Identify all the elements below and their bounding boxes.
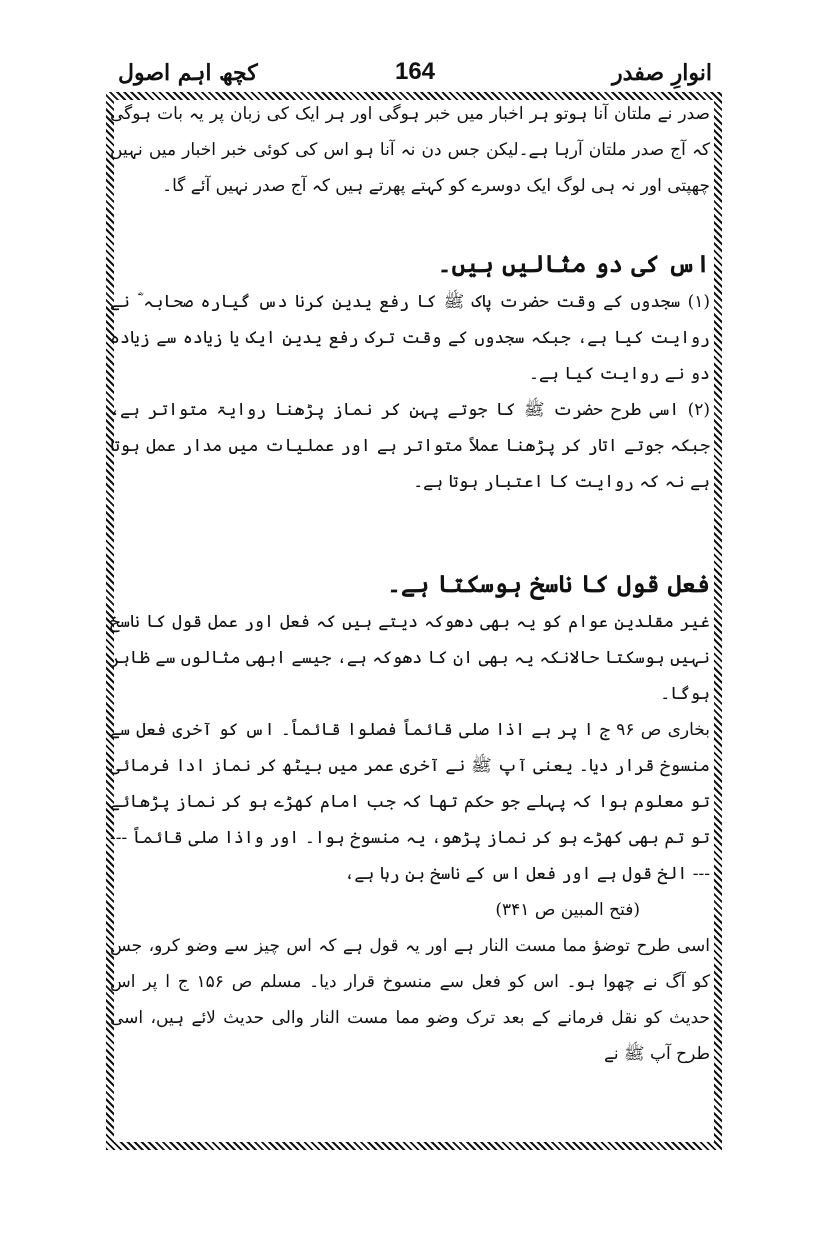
page-header	[112, 58, 718, 90]
page-number: 164	[394, 58, 436, 85]
paragraph-wudu: اسی طرح توضؤ مما مست النار ہے اور یہ قول ہے کہ اس چیز سے وضو کرو، جس کو آگ نے چھوا ہو۔ اس کو فعل سے منسوخ قرار دیا۔ مسلم ص ۱۵۶ ج ا پر اس حدیث کو نقل فرمانے کے بعد ترک وضو مما مست النار والی حدیث لائے ہیں، اسی طرح آپ ﷺ نے	[110, 936, 710, 1064]
paragraph-intro: صدر نے ملتان آنا ہوتو ہر اخبار میں خبر ہوگی اور ہر ایک کی زبان پر یہ بات ہوگی کہ آج صدر ملتان آرہا ہے۔لیکن جس دن نہ آنا ہو اس کی کوئی خبر اخبار میں نہیں چھپتی اور نہ ہی لوگ ایک دوسرے کو کہتے پھرتے ہیں کہ آج صدر نہیں آئے گا۔	[110, 104, 710, 196]
heading-two-examples: اس کی دو مثالیں ہیں۔	[437, 249, 710, 278]
paragraph-example-2: (۲) اسی طرح حضرت ﷺ کا جوتے پہن کر نماز پڑھنا روایۃ متواتر ہے، جبکہ جوتے اتار کر پڑھنا عملاً متواتر ہے اور عملیات میں مدار عمل ہوتا ہے نہ کہ روایت کا اعتبار ہوتا ہے۔	[110, 400, 710, 492]
page-body	[110, 96, 710, 1072]
chapter-title: کچھ اہم اصول	[118, 60, 258, 86]
reference-fath-al-mubin: (فتح المبین ص ۳۴۱)	[495, 900, 640, 920]
book-title: انوارِ صفدر	[612, 60, 712, 86]
paragraph-bukhari: بخاری ص ۹۶ ج ا پر ہے اذا صلی قائماً فصلوا قائماً۔ اس کو آخری فعل سے منسوخ قرار دیا۔ یعنی آپ ﷺ نے آخری عمر میں بیٹھ کر نماز ادا فرمائی تو معلوم ہوا کہ پہلے جو حکم تھا کہ جب امام کھڑے ہو کر نماز پڑھائے تو تم بھی کھڑے ہو کر نماز پڑھو، یہ منسوخ ہوا۔ اور واذا صلی قائماً ------ الخ قول ہے اور فعل اس کے ناسخ بن رہا ہے،	[110, 720, 711, 884]
heading-action-abrogates: فعل قول کا ناسخ ہوسکتا ہے۔	[386, 569, 710, 598]
paragraph-example-1: (۱) سجدوں کے وقت حضرت پاک ﷺ کا رفع یدین کرنا دس گیارہ صحابہ ؓ نے روایت کیا ہے، جبکہ سجدوں کے وقت ترک رفع یدین ایک یا زیادہ سے زیادہ دو نے روایت کیا ہے۔	[110, 292, 710, 384]
paragraph-deception: غیر مقلدین عوام کو یہ بھی دھوکہ دیتے ہیں کہ فعل اور عمل قول کا ناسخ نہیں ہوسکتا حالانکہ یہ بھی ان کا دھوکہ ہے، جیسے ابھی مثالوں سے ظاہر ہوگا۔	[110, 612, 710, 704]
